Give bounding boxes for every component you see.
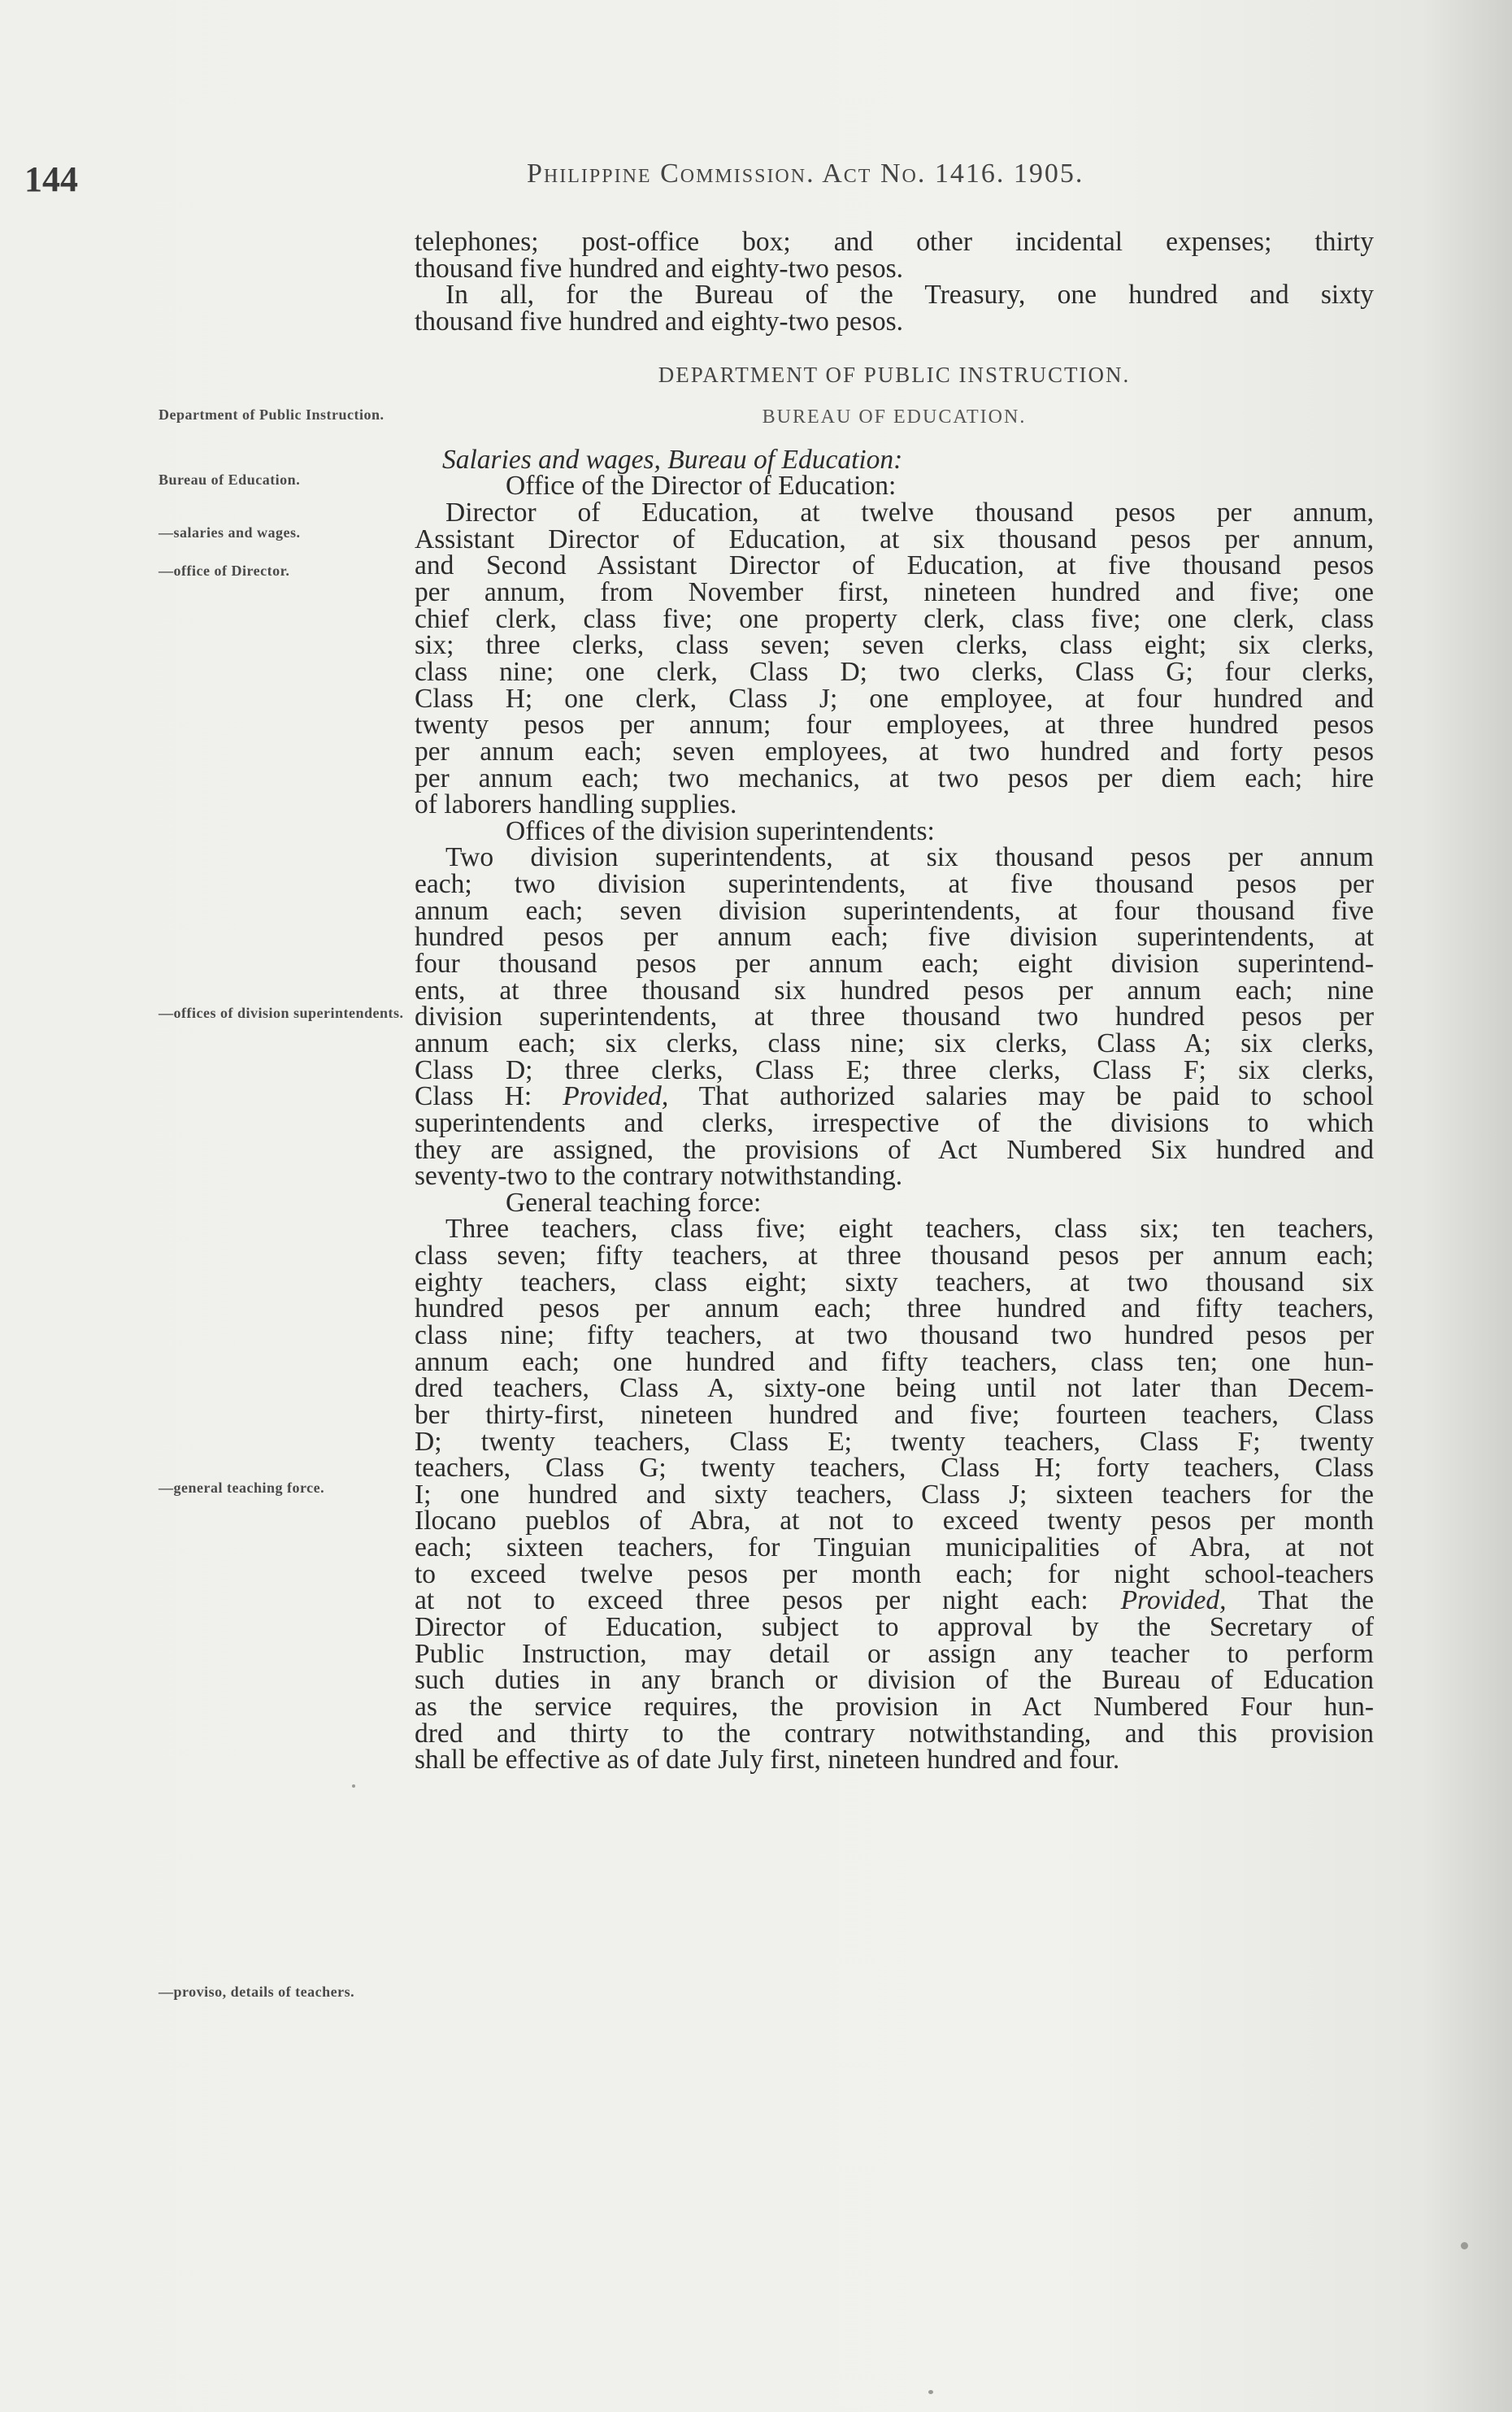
section-heading-department: DEPARTMENT OF PUBLIC INSTRUCTION.	[658, 362, 1131, 387]
text-line: Public Instruction, may detail or assign any teacher to perform	[415, 1638, 1374, 1669]
text-line: hundred pesos per annum each; five division superintendents, at	[415, 922, 1374, 953]
proviso-italic: Provided,	[563, 1081, 669, 1112]
text-line: superintendents and clerks, irrespective of the divisions to which	[415, 1107, 1374, 1138]
text-line: annum each; one hundred and fifty teachers, class ten; one hun-	[415, 1346, 1374, 1377]
margin-note-department: Department of Public Instruction.	[159, 406, 385, 423]
text-line: per annum each; seven employees, at two hundred and forty pesos	[415, 736, 1374, 767]
text-line: Assistant Director of Education, at six thousand pesos per annum,	[415, 524, 1374, 554]
text-line: Class H; one clerk, Class J; one employee, at four hundred and	[415, 683, 1374, 714]
text-line: class nine; one clerk, Class D; two clerks, Class G; four clerks,	[415, 656, 1374, 687]
margin-note-general-teaching-force: —general teaching force.	[159, 1480, 325, 1496]
body-text	[415, 229, 1374, 1774]
section-heading-bureau: BUREAU OF EDUCATION.	[762, 406, 1027, 428]
text-line: D; twenty teachers, Class E; twenty teachers, Class F; twenty	[415, 1426, 1374, 1457]
page-number: 144	[24, 159, 78, 199]
text-line: of laborers handling supplies.	[415, 789, 737, 820]
text-line: twenty pesos per annum; four employees, at three hundred pesos	[415, 710, 1374, 741]
text-line: ents, at three thousand six hundred pesos per annum each; nine	[415, 975, 1374, 1006]
margin-note-salaries: —salaries and wages.	[159, 524, 301, 541]
text-line: Ilocano pueblos of Abra, at not to exceed twenty pesos per month	[415, 1506, 1374, 1536]
text-line: they are assigned, the provisions of Act Numbered Six hundred and	[415, 1134, 1374, 1165]
text-line: four thousand pesos per annum each; eight division superintend-	[415, 949, 1374, 980]
margin-note-office-director: —office of Director.	[159, 563, 290, 579]
proviso-text: That the	[1226, 1585, 1374, 1616]
running-head: Philippine Commission. Act No. 1416. 1905.	[527, 159, 1084, 189]
office-director-heading: Office of the Director of Education:	[506, 471, 897, 502]
text-line: Director of Education, at twelve thousand pesos per annum,	[445, 498, 1374, 528]
text-line: shall be effective as of date July first, nineteen hundred and four.	[415, 1745, 1120, 1775]
text-line: ber thirty-first, nineteen hundred and five; fourteen teachers, Class	[415, 1399, 1374, 1430]
text-line: per annum, from November first, nineteen hundred and five; one	[415, 577, 1374, 608]
text-line: as the service requires, the provision in Act Numbered Four hun-	[415, 1691, 1374, 1722]
margin-note-bureau: Bureau of Education.	[159, 472, 301, 488]
text-line: I; one hundred and sixty teachers, Class J; sixteen teachers for the	[415, 1479, 1374, 1510]
text-line: eighty teachers, class eight; sixty teachers, at two thousand six	[415, 1267, 1374, 1297]
text-line: In all, for the Bureau of the Treasury, one hundred and sixty	[445, 280, 1374, 311]
text-line: each; sixteen teachers, for Tinguian municipalities of Abra, at not	[415, 1532, 1374, 1563]
text-line: class seven; fifty teachers, at three thousand pesos per annum each;	[415, 1241, 1374, 1271]
text-line: telephones; post-office box; and other incidental expenses; thirty	[415, 227, 1374, 257]
paper-speck	[928, 2390, 933, 2394]
text-line: Director of Education, subject to approval by the Secretary of	[415, 1612, 1374, 1643]
text-line: class nine; fifty teachers, at two thousand two hundred pesos per	[415, 1319, 1374, 1350]
text-line: such duties in any branch or division of the Bureau of Education	[415, 1665, 1374, 1696]
text-line: per annum each; two mechanics, at two pesos per diem each; hire	[415, 763, 1374, 793]
text-line: thousand five hundred and eighty-two pesos.	[415, 253, 904, 284]
text-line: Two division superintendents, at six thousand pesos per annum	[445, 842, 1374, 873]
proviso-text: at not to exceed three pesos per night each:	[415, 1585, 1121, 1616]
text-line: six; three clerks, class seven; seven clerks, class eight; six clerks,	[415, 630, 1374, 661]
text-line: annum each; six clerks, class nine; six clerks, Class A; six clerks,	[415, 1028, 1374, 1058]
text-line: division superintendents, at three thousand two hundred pesos per	[415, 1002, 1374, 1032]
text-line-proviso	[415, 1585, 1374, 1616]
proviso-text: Class H:	[415, 1081, 563, 1112]
text-line: to exceed twelve pesos per month each; for night school-teachers	[415, 1558, 1374, 1589]
proviso-italic: Provided,	[1120, 1585, 1227, 1616]
text-line: Three teachers, class five; eight teachers, class six; ten teachers,	[445, 1214, 1374, 1245]
text-line: chief clerk, class five; one property clerk, class five; one clerk, class	[415, 603, 1374, 634]
text-line: Class D; three clerks, Class E; three clerks, Class F; six clerks,	[415, 1054, 1374, 1085]
division-heading: Offices of the division superintendents:	[506, 815, 935, 846]
paper-speck	[1461, 2242, 1468, 2249]
teaching-heading: General teaching force:	[506, 1187, 762, 1218]
text-line: each; two division superintendents, at five thousand pesos per	[415, 869, 1374, 900]
margin-note-proviso-teachers: —proviso, details of teachers.	[159, 1984, 355, 2000]
margin-note-division-superintendents: —offices of division superintendents.	[159, 1005, 404, 1021]
text-line: annum each; seven division superintendents, at four thousand five	[415, 895, 1374, 926]
text-line: dred teachers, Class A, sixty-one being until not later than Decem-	[415, 1373, 1374, 1404]
text-line: teachers, Class G; twenty teachers, Class H; forty teachers, Class	[415, 1453, 1374, 1484]
text-line: seventy-two to the contrary notwithstanding.	[415, 1161, 903, 1192]
text-line-proviso	[415, 1081, 1374, 1112]
text-line: and Second Assistant Director of Education, at five thousand pesos	[415, 550, 1374, 581]
proviso-text: That authorized salaries may be paid to school	[668, 1081, 1374, 1112]
salaries-heading: Salaries and wages, Bureau of Education:	[442, 444, 903, 475]
text-line: hundred pesos per annum each; three hundred and fifty teachers,	[415, 1293, 1374, 1324]
text-line: thousand five hundred and eighty-two pesos.	[415, 306, 904, 337]
paper-speck	[352, 1784, 355, 1788]
text-line: dred and thirty to the contrary notwithstanding, and this provision	[415, 1718, 1374, 1749]
